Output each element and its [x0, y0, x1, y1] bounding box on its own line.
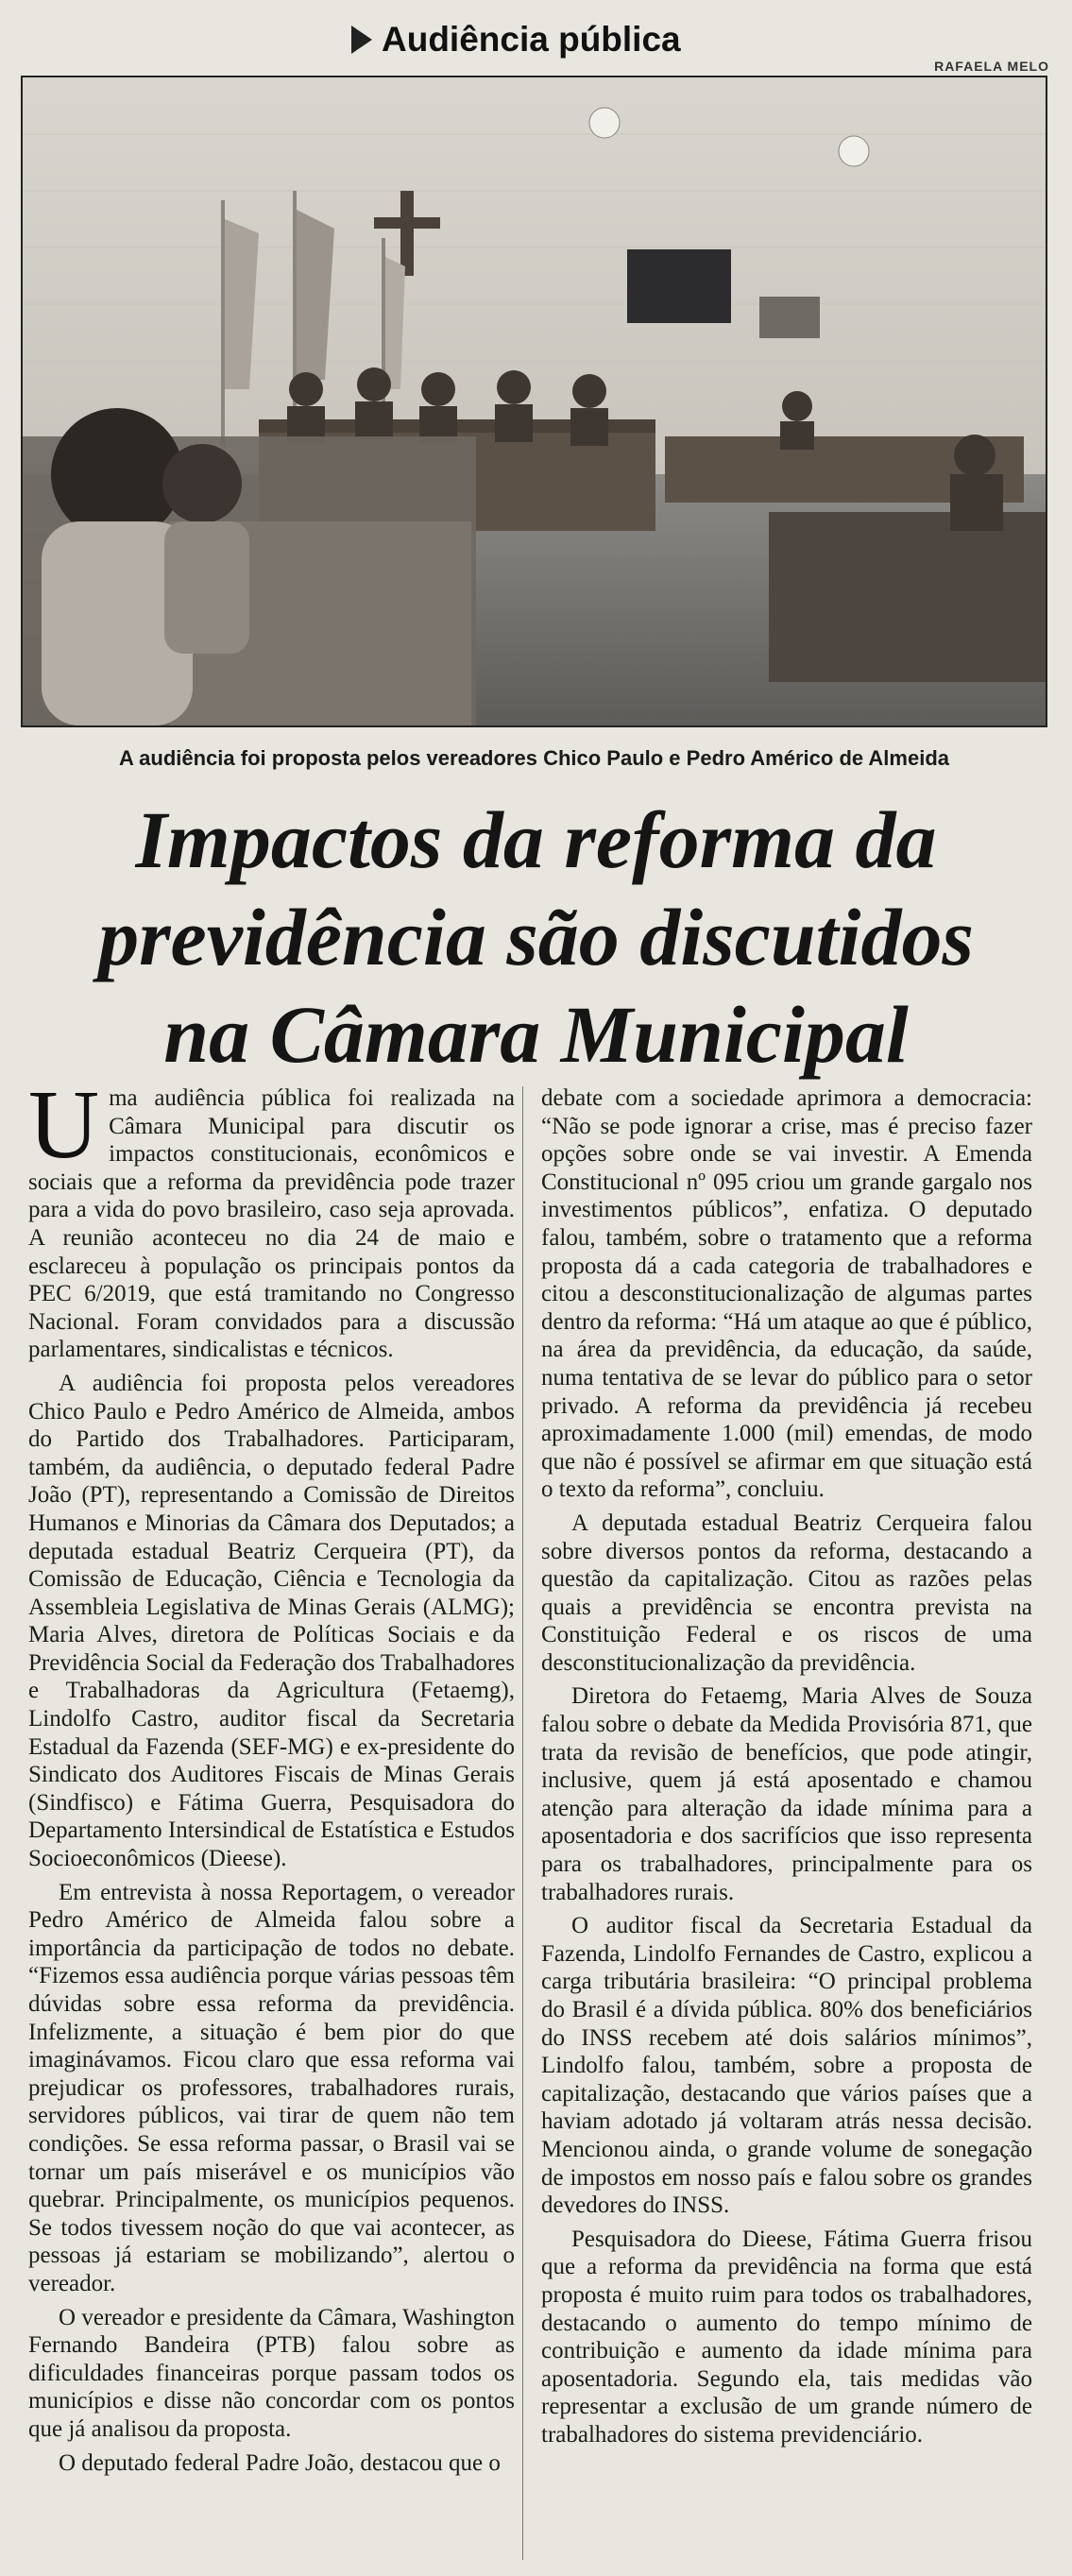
paragraph: O auditor fiscal da Secretaria Estadual da Fazenda, Lindolfo Fernandes de Castro, explicou a carga tributária brasileira: “O principal problema do Brasil é a dívida pública. 80% dos beneficiários do INSS recebem até dois salários mínimos”, Lindolfo falou, também, sobre a proposta de capitalização, destacando que vários países que a haviam adotado já voltaram atrás nessa decisão. Mencionou ainda, o grande volume de sonegação de impostos em nosso país e falou sobre os grandes devedores do INSS. — [541, 1913, 1032, 2219]
paragraph: Diretora do Fetaemg, Maria Alves de Souza falou sobre o debate da Medida Provisória 871, que trata da revisão de benefícios, que pode atingir, inclusive, quem já está aposentado e chamou atenção para alteração da idade mínima para a aposentadoria e dos sacrifícios que isso representa para os trabalhadores, principalmente para os trabalhadores rurais. — [541, 1683, 1032, 1905]
paragraph: A deputada estadual Beatriz Cerqueira falou sobre diversos pontos da reforma, destacando a questão da capitalização. Citou as razões pelas quais a previdência se encontra prevista na Constituição Federal e os riscos de uma desconstitucionalização da previdência. — [541, 1510, 1032, 1676]
paragraph: Uma audiência pública foi realizada na Câmara Municipal para discutir os impactos constitucionais, econômicos e sociais que a reforma da previdência pode trazer para a vida do povo brasileiro, caso seja aprovada. A reunião aconteceu no dia 24 de maio e esclareceu à população os principais pontos da PEC 6/2019, que está tramitando no Congresso Nacional. Foram convidados para a discussão parlamentares, sindicalistas e técnicos. — [28, 1084, 515, 1363]
headline-line-2: previdência são discutidos — [98, 892, 974, 982]
column-divider — [522, 1086, 523, 2560]
paragraph: O vereador e presidente da Câmara, Washington Fernando Bandeira (PTB) falou sobre as dificuldades financeiras porque passam todos os municípios e disse não concordar com os pontos que já analisou da proposta. — [28, 2304, 515, 2442]
dropcap: U — [28, 1084, 100, 1179]
article-column-1 — [28, 1084, 515, 2567]
headline — [9, 792, 1063, 1083]
photo-caption: A audiência foi proposta pelos vereadores Chico Paulo e Pedro Américo de Almeida — [118, 746, 949, 770]
paragraph: Em entrevista à nossa Reportagem, o vereador Pedro Américo de Almeida falou sobre a importância da participação de todos no debate. “Fizemos essa audiência porque várias pessoas têm dúvidas sobre essa reforma da previdência. Infelizmente, a situação é bem pior do que imaginávamos. Ficou claro que essa reforma vai prejudicar os professores, trabalhadores rurais, servidores públicos, vai tirar de quem não tem condições. Se essa reforma passar, o Brasil vai se tornar um país miserável e os municípios vão quebrar. Principalmente, os municípios pequenos. Se todos tivessem noção do que vai acontecer, as pessoas já estariam se mobilizando”, alertou o vereador. — [28, 1879, 515, 2296]
paragraph: A audiência foi proposta pelos vereadores Chico Paulo e Pedro Américo de Almeida, ambos do Partido dos Trabalhadores. Participaram, também, da audiência, o deputado federal Padre João (PT), representando a Comissão de Direitos Humanos e Minorias da Câmara dos Deputados; a deputada estadual Beatriz Cerqueira (PT), da Comissão de Educação, Ciência e Tecnologia da Assembleia Legislativa de Minas Gerais (ALMG); Maria Alves, diretora de Políticas Sociais e da Previdência Social da Federação dos Trabalhadores e Trabalhadoras da Agricultura (Fetaemg), Lindolfo Castro, auditor fiscal da Secretaria Estadual da Fazenda (SEF-MG) e ex-presidente do Sindicato dos Auditores Fiscais de Minas Gerais (Sindfisco) e Fátima Guerra, Pesquisadora do Departamento Intersindical de Estatística e Estudos Socioeconômicos (Dieese). — [28, 1370, 515, 1872]
photo-credit: RAFAELA MELO — [934, 59, 1049, 74]
paragraph: Pesquisadora do Dieese, Fátima Guerra frisou que a reforma da previdência na forma que está proposta é muito ruim para todos os trabalhadores, destacando o aumento do tempo mínimo de contribuição e aumento da idade mínima para aposentadoria. Segundo ela, tais medidas vão representar a exclusão de um grande número de trabalhadores do sistema previdenciário. — [541, 2226, 1032, 2448]
article-column-2 — [541, 1084, 1032, 2567]
headline-line-3: na Câmara Municipal — [163, 989, 909, 1080]
article-photo — [21, 76, 1047, 727]
paragraph: O deputado federal Padre João, destacou que o — [59, 2449, 501, 2476]
paragraph: debate com a sociedade aprimora a democracia: “Não se pode ignorar a crise, mas é preciso fazer opções sobre onde se vai investir. A Emenda Constitucional nº 095 criou um grande gargalo nos investimentos públicos”, enfatiza. O deputado falou, também, sobre o tratamento que a reforma proposta dá a cada categoria de trabalhadores e citou a desconstitucionalização de algumas partes dentro da reforma: “Há um ataque ao que é público, na área da previdência, da educação, da saúde, numa tentativa de se levar do público para o setor privado. A reforma da previdência já recebeu aproximadamente 1.000 (mil) emendas, de modo que não é possível se afirmar em que situação está o texto da reforma”, concluiu. — [541, 1085, 1032, 1503]
headline-line-1: Impactos da reforma da — [135, 794, 937, 885]
triangle-arrow-icon — [351, 26, 372, 54]
council-chamber-photo — [23, 77, 1046, 725]
section-header — [351, 17, 681, 62]
section-label: Audiência pública — [382, 20, 681, 59]
